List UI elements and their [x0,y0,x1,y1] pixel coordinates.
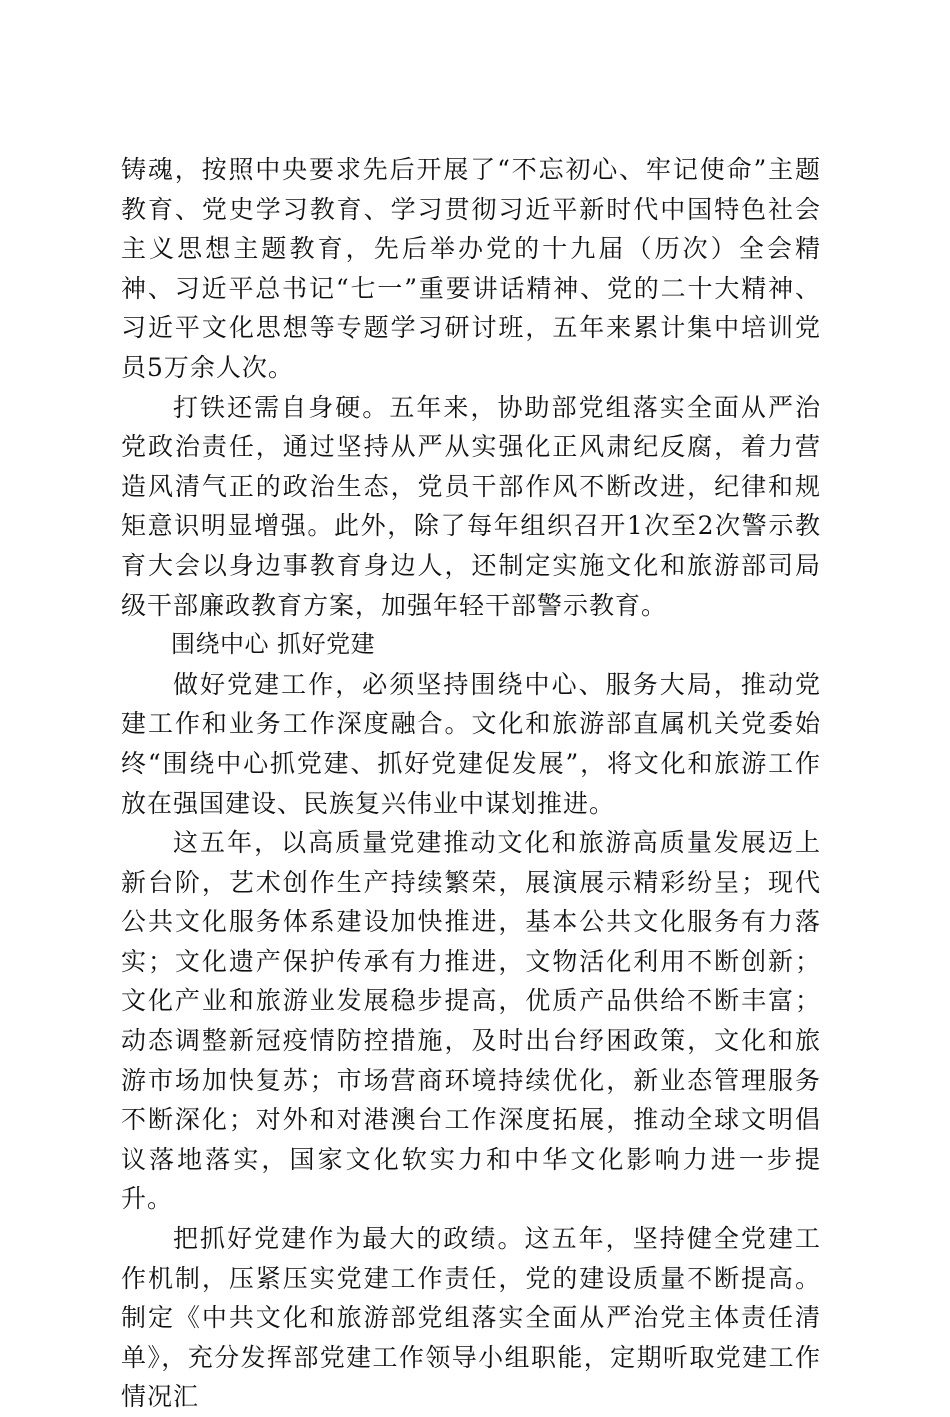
paragraph-integration: 做好党建工作，必须坚持围绕中心、服务大局，推动党建工作和业务工作深度融合。文化和旅游部直属机关党委始终“围绕中心抓党建、抓好党建促发展”，将文化和旅游工作放在强国建设、民族复兴伟业中谋划推进。 [121,669,821,818]
paragraph-discipline: 打铁还需自身硬。五年来，协助部党组落实全面从严治党政治责任，通过坚持从严从实强化正风肃纪反腐，着力营造风清气正的政治生态，党员干部作风不断改进，纪律和规矩意识明显增强。此外，除了每年组织召开1次至2次警示教育大会以身边事教育身边人，还制定实施文化和旅游部司局级干部廉政教育方案，加强年轻干部警示教育。 [121,392,821,620]
paragraph-continuation: 铸魂，按照中央要求先后开展了“不忘初心、牢记使命”主题教育、党史学习教育、学习贯彻习近平新时代中国特色社会主义思想主题教育，先后举办党的十九届（历次）全会精神、习近平总书记“七一”重要讲话精神、党的二十大精神、习近平文化思想等专题学习研讨班，五年来累计集中培训党员5万余人次。 [121,155,821,382]
article-body [121,150,821,1417]
section-heading: 围绕中心 抓好党建 [171,630,376,659]
paragraph-achievements: 这五年，以高质量党建推动文化和旅游高质量发展迈上新台阶，艺术创作生产持续繁荣，展演展示精彩纷呈；现代公共文化服务体系建设加快推进，基本公共文化服务有力落实；文化遗产保护传承有力推进，文物活化利用不断创新；文化产业和旅游业发展稳步提高，优质产品供给不断丰富；动态调整新冠疫情防控措施，及时出台纾困政策，文化和旅游市场加快复苏；市场营商环境持续优化，新业态管理服务不断深化；对外和对港澳台工作深度拓展，推动全球文明倡议落地落实，国家文化软实力和中华文化影响力进一步提升。 [121,828,821,1214]
paragraph-responsibility: 把抓好党建作为最大的政绩。这五年，坚持健全党建工作机制，压紧压实党建工作责任，党的建设质量不断提高。制定《中共文化和旅游部党组落实全面从严治党主体责任清单》，充分发挥部党建工作领导小组职能，定期听取党建工作情况汇 [121,1224,821,1412]
